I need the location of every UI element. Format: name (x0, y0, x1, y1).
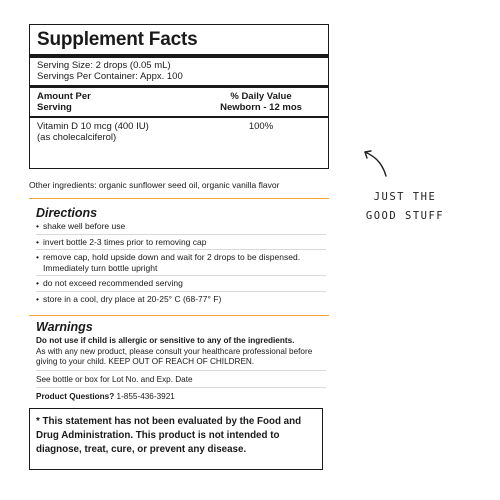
list-divider (36, 249, 326, 250)
list-item: • remove cap, hold upside down and wait for 2 drops to be dispensed. Immediately turn bottle upright (36, 252, 326, 273)
nutrient-row-vitamin-d (37, 121, 321, 143)
warning-allergy: Do not use if child is allergic or sensitive to any of the ingredients. (36, 336, 295, 345)
daily-value-header (201, 91, 321, 113)
other-ingredients: Other ingredients: organic sunflower seed oil, organic vanilla flavor (29, 180, 280, 190)
facts-thick-rule (30, 54, 328, 58)
dv-header-line2: Newborn - 12 mos (220, 102, 302, 113)
handwritten-note (355, 188, 455, 226)
directions-list (36, 221, 326, 304)
list-divider (36, 234, 326, 235)
questions-label: Product Questions? (36, 392, 115, 401)
supplement-facts-panel (29, 24, 329, 169)
nutrient-line2: (as cholecalciferol) (37, 131, 117, 143)
accent-divider (29, 198, 329, 199)
dv-header-line1: % Daily Value (230, 91, 292, 102)
facts-mid-rule (30, 85, 328, 88)
list-item: • store in a cool, dry place at 20-25° C (68-77° F) (36, 294, 326, 305)
amount-per-serving-header (37, 91, 91, 113)
warnings-block (36, 336, 326, 403)
nutrient-rule (30, 116, 328, 118)
serving-size: Serving Size: 2 drops (0.05 mL) (37, 60, 171, 71)
list-divider (36, 275, 326, 276)
servings-per-container: Servings Per Container: Appx. 100 (37, 71, 183, 82)
questions-phone: 1-855-436-3921 (116, 392, 175, 401)
amount-header-line1: Amount Per (37, 91, 91, 102)
directions-heading: Directions (36, 206, 98, 220)
list-item: • invert bottle 2-3 times prior to removing cap (36, 237, 326, 248)
supplement-facts-title: Supplement Facts (37, 29, 198, 50)
handwritten-line2: GOOD STUFF (365, 210, 445, 222)
list-item: • do not exceed recommended serving (36, 278, 326, 289)
accent-divider (29, 315, 329, 316)
fda-disclaimer: * This statement has not been evaluated by the Food and Drug Administration. This product is not intended to diagnose, treat, cure, or prevent any disease. (29, 408, 323, 470)
nutrient-line1: Vitamin D 10 mcg (400 IU) (37, 120, 149, 132)
curved-arrow-icon (360, 146, 390, 178)
nutrient-name (37, 121, 149, 143)
lot-note: See bottle or box for Lot No. and Exp. Date (36, 374, 193, 384)
warning-divider (36, 387, 326, 388)
amount-header-line2: Serving (37, 102, 72, 113)
amount-header-row (37, 91, 321, 113)
product-questions (36, 392, 326, 403)
warning-body: As with any new product, please consult your healthcare professional before giving to your child. KEEP OUT OF REACH OF CHILDREN. (36, 346, 313, 366)
warning-divider (36, 370, 326, 371)
list-item: • shake well before use (36, 221, 326, 232)
handwritten-line1: JUST THE (373, 191, 437, 203)
warnings-heading: Warnings (36, 320, 93, 334)
list-divider (36, 291, 326, 292)
nutrient-daily-value: 100% (248, 120, 274, 132)
